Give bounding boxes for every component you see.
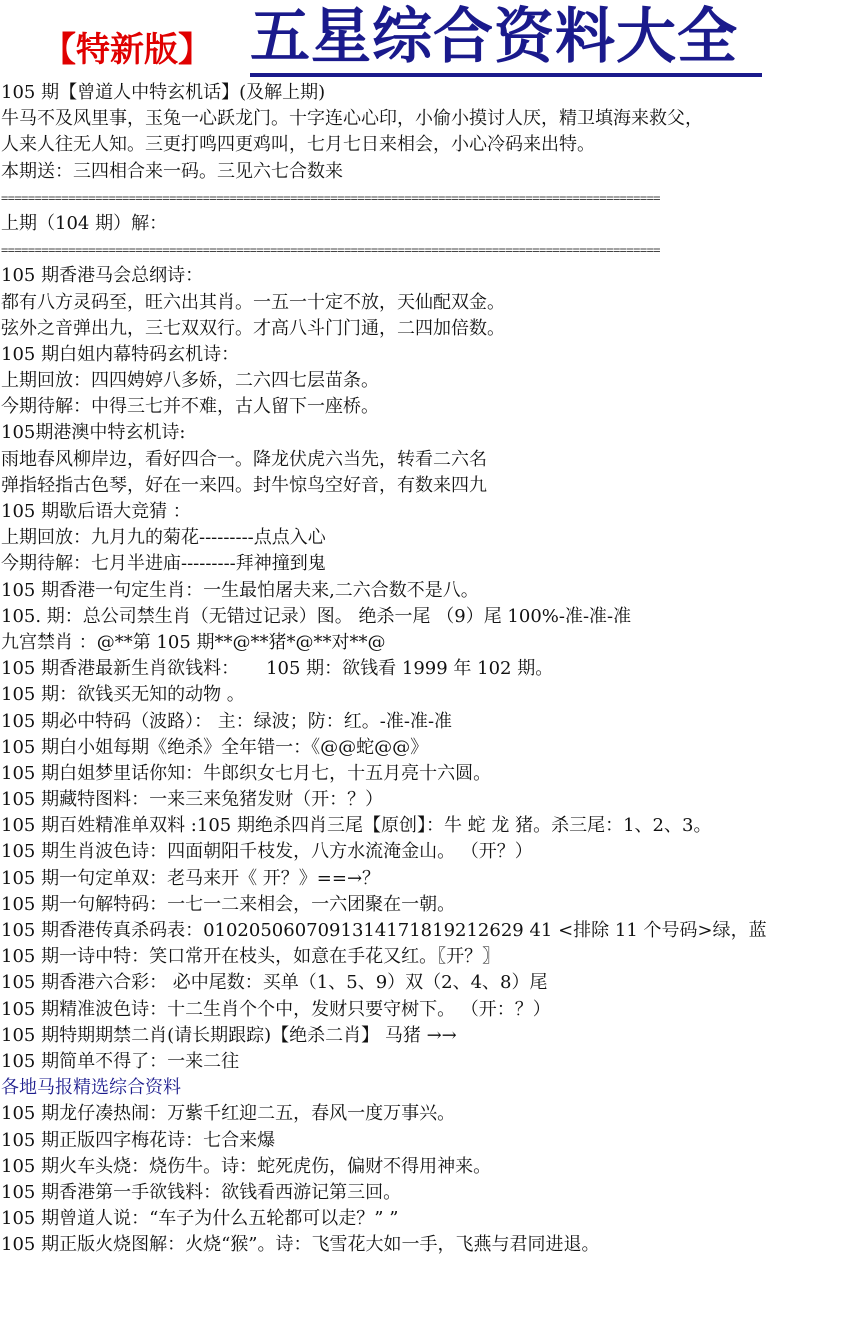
text-line: 105 期必中特码（波路）： 主：绿波；防：红。-准-准-准	[1, 710, 453, 732]
text-line: 105 期：欲钱买无知的动物 。	[1, 684, 245, 706]
text-line: 今期待解：七月半进庙---------拜神撞到鬼	[1, 553, 326, 575]
text-line: 105 期藏特图料：一来三来兔猪发财（开：？）	[1, 789, 384, 811]
text-line: 105 期香港传真杀码表：0102050607091314171819212629 41 <排除 11 个号码>绿，蓝	[1, 920, 767, 941]
text-line: 上期回放：九月九的菊花---------点点入心	[1, 527, 326, 549]
text-line: 105 期歇后语大竞猜 ：	[1, 501, 191, 522]
edition-badge: 【特新版】	[42, 30, 212, 70]
text-line: 105 期香港六合彩： 必中尾数：买单（1、5、9）双（2、4、8）尾	[1, 972, 548, 994]
text-line: 本期送：三四相合来一码。三见六七合数来	[1, 160, 343, 182]
text-line: 105 期白姐内幕特码玄机诗：	[1, 343, 240, 365]
text-line: 105 期香港马会总纲诗：	[1, 265, 204, 287]
text-line: 今期待解：中得三七并不难，古人留下一座桥。	[1, 396, 379, 418]
text-line: 人来人往无人知。三更打鸣四更鸡叫，七月七日来相会，小心冷码来出特。	[1, 134, 595, 156]
document-body	[0, 80, 852, 1258]
text-line: 弦外之音弹出九，三七双双行。才高八斗门门通，二四加倍数。	[1, 317, 505, 339]
text-line: 牛马不及风里事，玉兔一心跃龙门。十字连心心印，小偷小摸讨人厌，精卫填海来救父，	[1, 108, 703, 130]
text-line: 105 期简单不得了：一来二往	[1, 1050, 240, 1072]
text-line: 九宫禁肖 ：@**第 105 期**@**猪*@**对**@	[1, 631, 386, 653]
text-line: 105 期生肖波色诗：四面朝阳千枝发，八方水流淹金山。 （开？）	[1, 841, 533, 863]
text-line: 105 期白姐梦里话你知：牛郎织女七月七，十五月亮十六圆。	[1, 762, 492, 784]
text-line: 105 期特期期禁二肖(请长期跟踪)【绝杀二肖】 马猪 →→	[1, 1024, 457, 1046]
text-line: 105. 期：总公司禁生肖（无错过记录）图。 绝杀一尾 （9）尾 100%-准-准-准	[1, 605, 632, 627]
text-line: 105 期香港第一手欲钱料：欲钱看西游记第三回。	[1, 1181, 402, 1203]
text-line: 105 期白小姐每期《绝杀》全年错一：《@@蛇@@》	[1, 736, 429, 758]
header	[0, 0, 852, 82]
text-line: 105期港澳中特玄机诗:	[1, 422, 186, 444]
text-line: 上期回放：四四娉婷八多娇，二六四七层苗条。	[1, 370, 379, 392]
text-line: 105 期【曾道人中特玄机话】(及解上期)	[1, 82, 326, 103]
section-heading: 各地马报精选综合资料	[1, 1077, 181, 1099]
text-line: 105 期百姓精准单双料 :105 期绝杀四肖三尾【原创】：牛 蛇 龙 猪。杀三尾：1、2、3。	[1, 815, 712, 837]
text-line: 105 期一句解特码：一七一二来相会，一六团聚在一朝。	[1, 893, 456, 915]
text-line: 105 期正版火烧图解：火烧“猴”。诗：飞雪花大如一手，飞燕与君同进退。	[1, 1234, 600, 1256]
text-line: 105 期龙仔凑热闹：万紫千红迎二五，春风一度万事兴。	[1, 1103, 456, 1125]
text-line: 雨地春风柳岸边，看好四合一。降龙伏虎六当先，转看二六名	[1, 448, 487, 470]
text-line: 105 期一诗中特：笑口常开在枝头，如意在手花又红。〖开？〗	[1, 946, 501, 968]
text-line: 弹指轻指古色琴，好在一来四。封牛惊鸟空好音，有数来四九	[1, 474, 487, 496]
text-line: 105 期火车头烧：烧伤牛。诗：蛇死虎伤，偏财不得用神来。	[1, 1155, 492, 1177]
text-line: 105 期精准波色诗：十二生肖个个中，发财只要守树下。 （开：？）	[1, 998, 551, 1020]
text-line: 105 期香港一句定生肖：一生最怕屠夫来,二六合数不是八。	[1, 579, 479, 601]
text-line: 105 期曾道人说：“车子为什么五轮都可以走？” ”	[1, 1208, 399, 1230]
text-line: 上期（104 期）解：	[1, 212, 168, 234]
text-line: 都有八方灵码至，旺六出其肖。一五一十定不放，天仙配双金。	[1, 291, 505, 313]
page-title: 五星综合资料大全	[250, 2, 738, 72]
text-line: 105 期一句定单双：老马来开《 开？》==→？	[1, 867, 381, 889]
title-underline	[250, 73, 762, 77]
separator-line: ==================================================================================================	[1, 243, 661, 258]
separator-line: ==================================================================================================	[1, 190, 661, 205]
text-line: 105 期正版四字梅花诗：七合来爆	[1, 1129, 276, 1151]
text-line: 105 期香港最新生肖欲钱料： 105 期：欲钱看 1999 年 102 期。	[1, 658, 554, 680]
